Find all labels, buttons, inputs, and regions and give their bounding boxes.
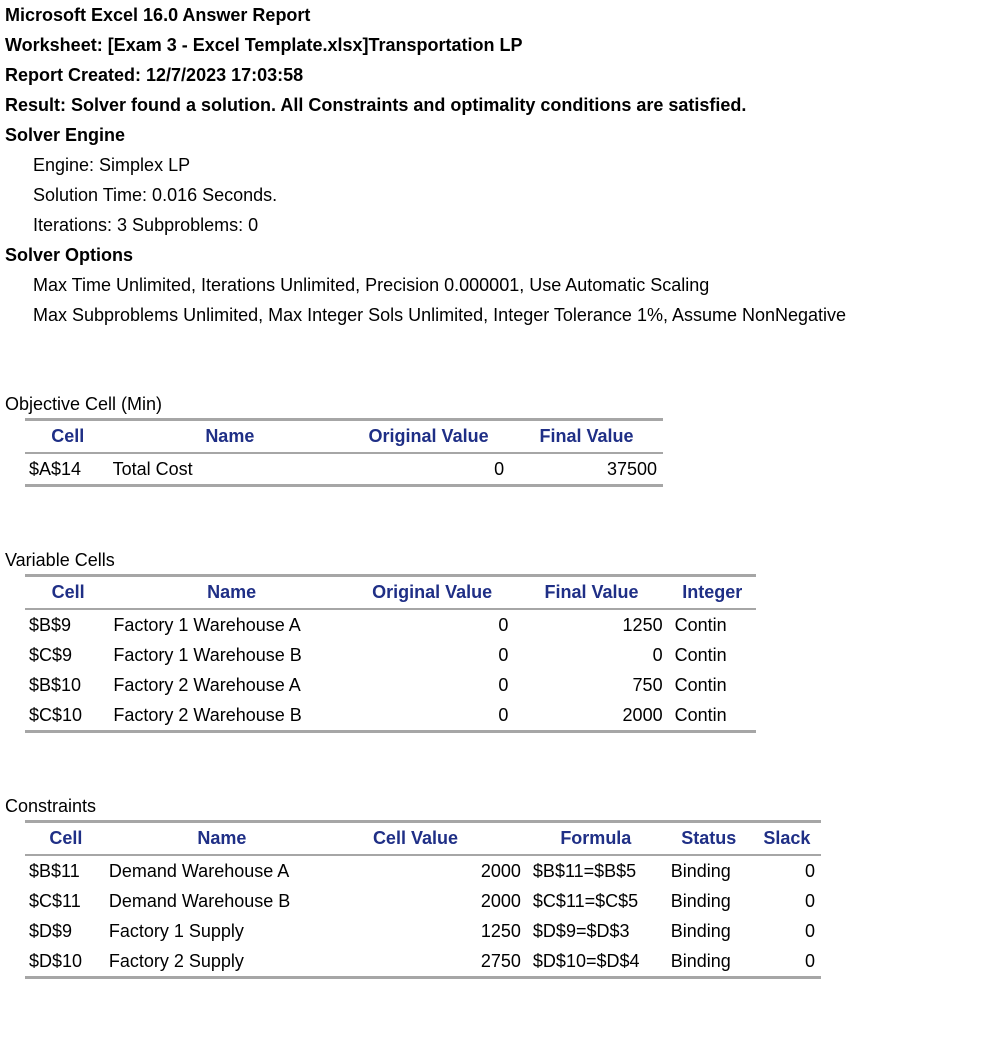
status: Binding bbox=[670, 950, 731, 971]
status: Binding bbox=[670, 920, 731, 941]
formula: $B$11=$B$5 bbox=[532, 860, 637, 881]
header-cell: Cell bbox=[49, 828, 83, 848]
header-cell: Cell bbox=[51, 426, 85, 446]
header-status: Status bbox=[681, 828, 737, 848]
status: Binding bbox=[670, 860, 731, 881]
formula: $C$11=$C$5 bbox=[532, 890, 639, 911]
cell-ref: $D$10 bbox=[29, 950, 83, 971]
final-value: 750 bbox=[632, 674, 663, 695]
table-row bbox=[25, 609, 756, 640]
header-name: Name bbox=[207, 582, 257, 602]
solver-options-heading: Solver Options bbox=[5, 245, 134, 265]
table-row bbox=[25, 640, 756, 670]
cell-name: Demand Warehouse B bbox=[108, 890, 291, 911]
original-value: 0 bbox=[498, 674, 509, 695]
header-cell-value: Cell Value bbox=[372, 828, 458, 848]
table-row bbox=[25, 886, 821, 916]
report-title: Microsoft Excel 16.0 Answer Report bbox=[5, 5, 311, 25]
final-value: 2000 bbox=[622, 704, 663, 725]
cell-value: 1250 bbox=[480, 920, 521, 941]
table-row bbox=[25, 916, 821, 946]
cell-name: Factory 2 Warehouse B bbox=[113, 704, 302, 725]
cell-name: Factory 2 Warehouse A bbox=[113, 674, 301, 695]
integer-type: Contin bbox=[674, 644, 727, 665]
cell-name: Factory 2 Supply bbox=[108, 950, 244, 971]
slack: 0 bbox=[804, 860, 815, 881]
slack: 0 bbox=[804, 950, 815, 971]
cell-name: Demand Warehouse A bbox=[108, 860, 290, 881]
header-name: Name bbox=[197, 828, 247, 848]
original-value: 0 bbox=[494, 458, 505, 479]
cell-name: Factory 1 Warehouse B bbox=[113, 644, 302, 665]
cell-value: 2000 bbox=[480, 860, 521, 881]
table-row bbox=[25, 700, 756, 732]
formula: $D$10=$D$4 bbox=[532, 950, 640, 971]
original-value: 0 bbox=[498, 644, 509, 665]
slack: 0 bbox=[804, 920, 815, 941]
final-value: 37500 bbox=[606, 458, 657, 479]
header-final-value: Final Value bbox=[539, 426, 634, 446]
constraints-section-label: Constraints bbox=[5, 796, 97, 816]
options-line-1: Max Time Unlimited, Iterations Unlimited, Precision 0.000001, Use Automatic Scaling bbox=[33, 275, 710, 295]
cell-ref: $D$9 bbox=[29, 920, 73, 941]
status: Binding bbox=[670, 890, 731, 911]
header-integer: Integer bbox=[682, 582, 743, 602]
solution-time-line: Solution Time: 0.016 Seconds. bbox=[33, 185, 278, 205]
final-value: 1250 bbox=[622, 614, 663, 635]
header-original-value: Original Value bbox=[368, 426, 489, 446]
header-name: Name bbox=[205, 426, 255, 446]
cell-ref: $B$11 bbox=[29, 860, 80, 881]
formula: $D$9=$D$3 bbox=[532, 920, 630, 941]
constraints-table bbox=[25, 820, 821, 979]
header-cell: Cell bbox=[51, 582, 85, 602]
solver-engine-heading: Solver Engine bbox=[5, 125, 126, 145]
integer-type: Contin bbox=[674, 614, 727, 635]
table-row bbox=[25, 946, 821, 978]
result-line: Result: Solver found a solution. All Constraints and optimality conditions are satisfied. bbox=[5, 95, 747, 115]
cell-ref: $B$10 bbox=[29, 674, 82, 695]
table-row bbox=[25, 453, 663, 486]
original-value: 0 bbox=[498, 614, 509, 635]
header-formula: Formula bbox=[560, 828, 632, 848]
table-row bbox=[25, 670, 756, 700]
final-value: 0 bbox=[652, 644, 663, 665]
iterations-line: Iterations: 3 Subproblems: 0 bbox=[33, 215, 259, 235]
variables-header-row bbox=[25, 576, 756, 610]
cell-name: Total Cost bbox=[112, 458, 193, 479]
constraints-header-row bbox=[25, 822, 821, 856]
engine-line: Engine: Simplex LP bbox=[33, 155, 191, 175]
original-value: 0 bbox=[498, 704, 509, 725]
report-created-line: Report Created: 12/7/2023 17:03:58 bbox=[5, 65, 304, 85]
cell-name: Factory 1 Supply bbox=[108, 920, 244, 941]
integer-type: Contin bbox=[674, 674, 727, 695]
header-final-value: Final Value bbox=[544, 582, 639, 602]
cell-ref: $A$14 bbox=[29, 458, 82, 479]
cell-ref: $C$9 bbox=[29, 644, 73, 665]
objective-header-row bbox=[25, 420, 663, 454]
cell-ref: $B$9 bbox=[29, 614, 72, 635]
cell-value: 2000 bbox=[480, 890, 521, 911]
cell-ref: $C$11 bbox=[29, 890, 81, 911]
cell-value: 2750 bbox=[480, 950, 521, 971]
variables-section-label: Variable Cells bbox=[5, 550, 115, 570]
options-line-2: Max Subproblems Unlimited, Max Integer Sols Unlimited, Integer Tolerance 1%, Assume NonNegative bbox=[33, 305, 847, 325]
objective-table bbox=[25, 418, 663, 487]
worksheet-line: Worksheet: [Exam 3 - Excel Template.xlsx]Transportation LP bbox=[5, 35, 523, 55]
slack: 0 bbox=[804, 890, 815, 911]
table-row bbox=[25, 855, 821, 886]
integer-type: Contin bbox=[674, 704, 727, 725]
header-original-value: Original Value bbox=[372, 582, 493, 602]
header-slack: Slack bbox=[763, 828, 811, 848]
cell-name: Factory 1 Warehouse A bbox=[113, 614, 301, 635]
variables-table bbox=[25, 574, 756, 733]
objective-section-label: Objective Cell (Min) bbox=[5, 394, 163, 414]
cell-ref: $C$10 bbox=[29, 704, 83, 725]
